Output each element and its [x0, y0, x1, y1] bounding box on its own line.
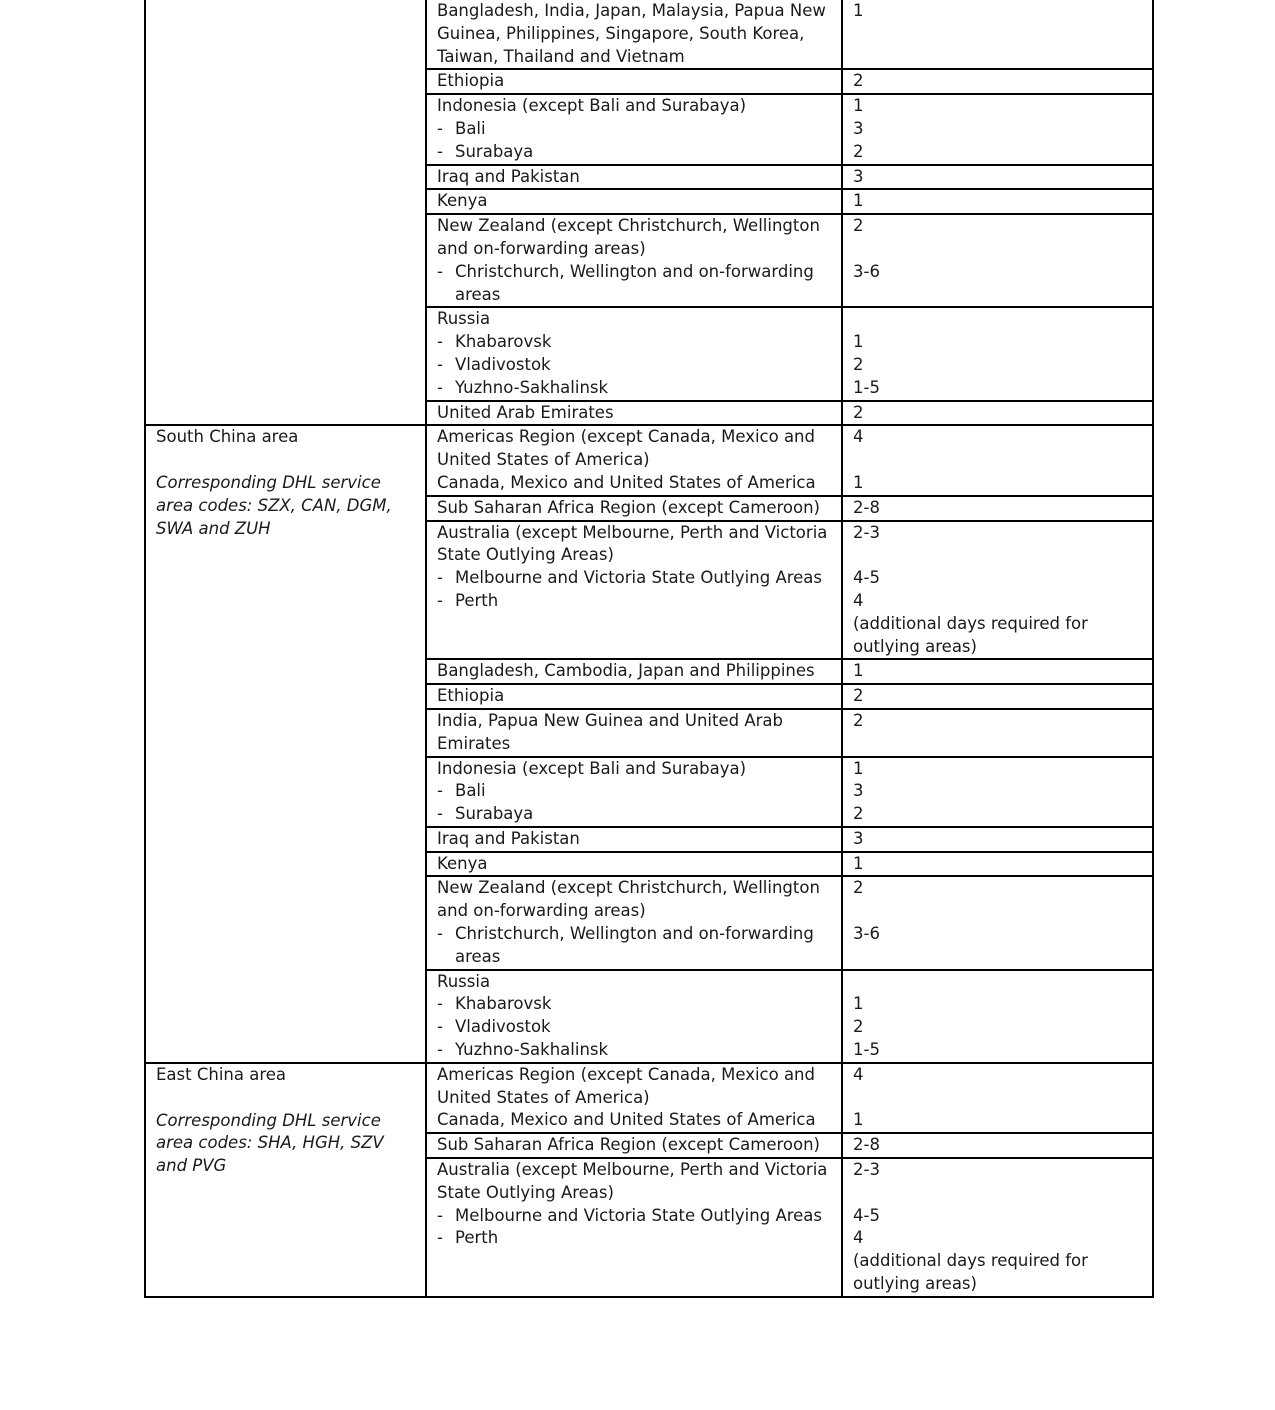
- destination-cell: [426, 709, 842, 757]
- transit-days-value: 4: [853, 427, 864, 447]
- transit-days-value: 2: [853, 686, 864, 706]
- service-area-cell: [145, 1063, 426, 1297]
- transit-days-value: 1-5: [853, 377, 880, 397]
- transit-days-cell: [842, 307, 1153, 400]
- destination-name: Iraq and Pakistan: [437, 828, 580, 848]
- transit-days-cell: [842, 827, 1153, 852]
- transit-days-value: [853, 544, 1142, 567]
- transit-days-cell: [842, 496, 1153, 521]
- destination-sub-item: - Surabaya: [437, 141, 534, 161]
- destination-cell: [426, 69, 842, 94]
- destination-sub-item: - Christchurch, Wellington and on-forwarding areas: [437, 924, 814, 966]
- transit-days-cell: [842, 214, 1153, 307]
- transit-days-cell: [842, 401, 1153, 426]
- destination-cell: [426, 0, 842, 69]
- table-row: [145, 425, 1153, 495]
- destination-name: Russia: [437, 971, 491, 991]
- transit-days-cell: [842, 757, 1153, 827]
- destination-cell: [426, 496, 842, 521]
- destination-cell: [426, 684, 842, 709]
- destination-sub-item: - Vladivostok: [437, 1017, 551, 1037]
- destination-sub-item: - Bali: [437, 781, 486, 801]
- destination-cell: [426, 307, 842, 400]
- destination-name: Indonesia (except Bali and Surabaya): [437, 96, 747, 116]
- destination-name: Australia (except Melbourne, Perth and Victoria State Outlying Areas): [437, 1160, 828, 1202]
- destination-name: United Arab Emirates: [437, 402, 614, 422]
- destination-cell: [426, 165, 842, 190]
- destination-sub-item: - Melbourne and Victoria State Outlying Areas: [437, 568, 823, 588]
- destination-name: Australia (except Melbourne, Perth and Victoria State Outlying Areas): [437, 522, 828, 565]
- destination-cell: [426, 876, 842, 969]
- transit-days-value: [853, 238, 1142, 261]
- destination-sub-item: - Khabarovsk: [437, 332, 552, 352]
- transit-days-cell: [842, 1133, 1153, 1158]
- transit-days-value: [853, 1182, 1142, 1205]
- transit-days-value: 2: [853, 71, 864, 91]
- transit-days-value: (additional days required for outlying areas): [853, 1251, 1088, 1294]
- transit-days-value: 4: [853, 1064, 864, 1084]
- destination-sub-item: - Yuzhno-Sakhalinsk: [437, 1040, 609, 1060]
- transit-days-value: 3: [853, 166, 864, 186]
- transit-days-value: 1-5: [853, 1040, 880, 1060]
- transit-days-value: 2: [853, 878, 864, 898]
- destination-sub-item: - Vladivostok: [437, 354, 551, 374]
- transit-days-value: 2-3: [853, 1160, 880, 1180]
- transit-days-value: [853, 449, 1142, 472]
- destination-cell: [426, 401, 842, 426]
- destination-sub-item: - Melbourne and Victoria State Outlying Areas: [437, 1205, 823, 1225]
- transit-days-value: 4: [853, 1228, 864, 1248]
- destination-cell: [426, 1158, 842, 1297]
- transit-days-value: 2-8: [853, 497, 880, 517]
- service-area-cell: [145, 0, 426, 425]
- transit-days-cell: [842, 0, 1153, 69]
- destination-sub-item: - Bali: [437, 118, 486, 138]
- transit-days-value: 4-5: [853, 1205, 880, 1225]
- destination-cell: [426, 189, 842, 214]
- transit-days-value: [853, 900, 1142, 923]
- transit-days-cell: [842, 659, 1153, 684]
- destination-name: Bangladesh, India, Japan, Malaysia, Papua New Guinea, Philippines, Singapore, South Korea, Taiwan, Thailand and Vietnam: [437, 1, 826, 66]
- destination-cell: [426, 970, 842, 1063]
- transit-days-cell: [842, 94, 1153, 164]
- transit-days-value: 1: [853, 332, 864, 352]
- transit-days-value: [853, 971, 1142, 994]
- transit-days-value: 2: [853, 1017, 864, 1037]
- transit-days-cell: [842, 684, 1153, 709]
- destination-name: Kenya: [437, 853, 488, 873]
- transit-days-value: 1: [853, 661, 864, 681]
- transit-days-value: 4: [853, 590, 864, 610]
- transit-days-cell: [842, 709, 1153, 757]
- transit-days-cell: [842, 425, 1153, 495]
- destination-cell: [426, 521, 842, 660]
- transit-days-cell: [842, 852, 1153, 877]
- transit-days-value: 1: [853, 758, 864, 778]
- transit-days-cell: [842, 1158, 1153, 1297]
- service-area-codes: Corresponding DHL service area codes: SZX, CAN, DGM, SWA and ZUH: [156, 473, 392, 538]
- service-area-name: East China area: [156, 1064, 287, 1084]
- transit-days-value: 2: [853, 216, 864, 236]
- service-area-name: South China area: [156, 427, 299, 447]
- destination-sub-item: - Perth: [437, 590, 499, 610]
- transit-days-value: 2-3: [853, 522, 880, 542]
- destination-sub-item: - Christchurch, Wellington and on-forwarding areas: [437, 261, 814, 304]
- transit-days-value: 3-6: [853, 924, 880, 944]
- destination-cell: [426, 425, 842, 495]
- destination-sub-item: - Yuzhno-Sakhalinsk: [437, 377, 609, 397]
- destination-name: Canada, Mexico and United States of America: [437, 472, 816, 492]
- transit-days-value: 1: [853, 96, 864, 116]
- destination-name: Canada, Mexico and United States of America: [437, 1110, 816, 1130]
- destination-name: Sub Saharan Africa Region (except Cameroon): [437, 1135, 820, 1155]
- transit-days-value: 3: [853, 828, 864, 848]
- transit-days-cell: [842, 876, 1153, 969]
- destination-name: Americas Region (except Canada, Mexico and United States of America): [437, 1064, 815, 1107]
- transit-days-value: 1: [853, 1, 864, 20]
- destination-name: New Zealand (except Christchurch, Wellington and on-forwarding areas): [437, 216, 820, 258]
- destination-name: Americas Region (except Canada, Mexico and United States of America): [437, 427, 815, 470]
- transit-days-value: (additional days required for outlying areas): [853, 613, 1088, 656]
- destination-name: Iraq and Pakistan: [437, 166, 580, 186]
- destination-name: Indonesia (except Bali and Surabaya): [437, 758, 747, 778]
- transit-days-cell: [842, 69, 1153, 94]
- transit-days-cell: [842, 1063, 1153, 1133]
- destination-name: Kenya: [437, 191, 488, 211]
- transit-time-table: [144, 0, 1154, 1298]
- destination-name: Russia: [437, 309, 491, 329]
- transit-days-value: 2: [853, 402, 864, 422]
- destination-cell: [426, 827, 842, 852]
- transit-days-value: 1: [853, 191, 864, 211]
- transit-days-value: 2: [853, 804, 864, 824]
- destination-cell: [426, 94, 842, 164]
- destination-name: Sub Saharan Africa Region (except Cameroon): [437, 497, 820, 517]
- transit-days-value: [853, 1087, 1142, 1110]
- destination-cell: [426, 659, 842, 684]
- transit-days-value: 4-5: [853, 568, 880, 588]
- destination-cell: [426, 757, 842, 827]
- transit-days-value: 1: [853, 472, 864, 492]
- destination-name: India, Papua New Guinea and United Arab Emirates: [437, 710, 784, 753]
- destination-cell: [426, 214, 842, 307]
- service-area-cell: [145, 425, 426, 1063]
- transit-days-value: 2: [853, 710, 864, 730]
- destination-name: New Zealand (except Christchurch, Wellington and on-forwarding areas): [437, 878, 820, 921]
- transit-days-value: 1: [853, 853, 864, 873]
- destination-sub-item: - Khabarovsk: [437, 994, 552, 1014]
- table-row: [145, 0, 1153, 69]
- destination-cell: [426, 1133, 842, 1158]
- transit-days-value: 3: [853, 118, 864, 138]
- transit-days-value: [853, 308, 1142, 331]
- destination-cell: [426, 852, 842, 877]
- destination-name: Ethiopia: [437, 686, 505, 706]
- transit-days-cell: [842, 521, 1153, 660]
- service-area-codes: Corresponding DHL service area codes: SHA, HGH, SZV and PVG: [156, 1110, 384, 1176]
- transit-days-value: 3-6: [853, 261, 880, 281]
- transit-days-value: 1: [853, 1110, 864, 1130]
- transit-days-cell: [842, 970, 1153, 1063]
- destination-name: Bangladesh, Cambodia, Japan and Philippines: [437, 661, 815, 681]
- transit-days-cell: [842, 165, 1153, 190]
- table-row: [145, 1063, 1153, 1133]
- transit-days-value: 2-8: [853, 1135, 880, 1155]
- transit-days-cell: [842, 189, 1153, 214]
- destination-name: Ethiopia: [437, 71, 505, 91]
- transit-days-value: 3: [853, 781, 864, 801]
- destination-sub-item: - Perth: [437, 1228, 499, 1248]
- destination-cell: [426, 1063, 842, 1133]
- transit-days-value: 1: [853, 994, 864, 1014]
- destination-sub-item: - Surabaya: [437, 804, 534, 824]
- transit-days-value: 2: [853, 354, 864, 374]
- transit-days-value: 2: [853, 141, 864, 161]
